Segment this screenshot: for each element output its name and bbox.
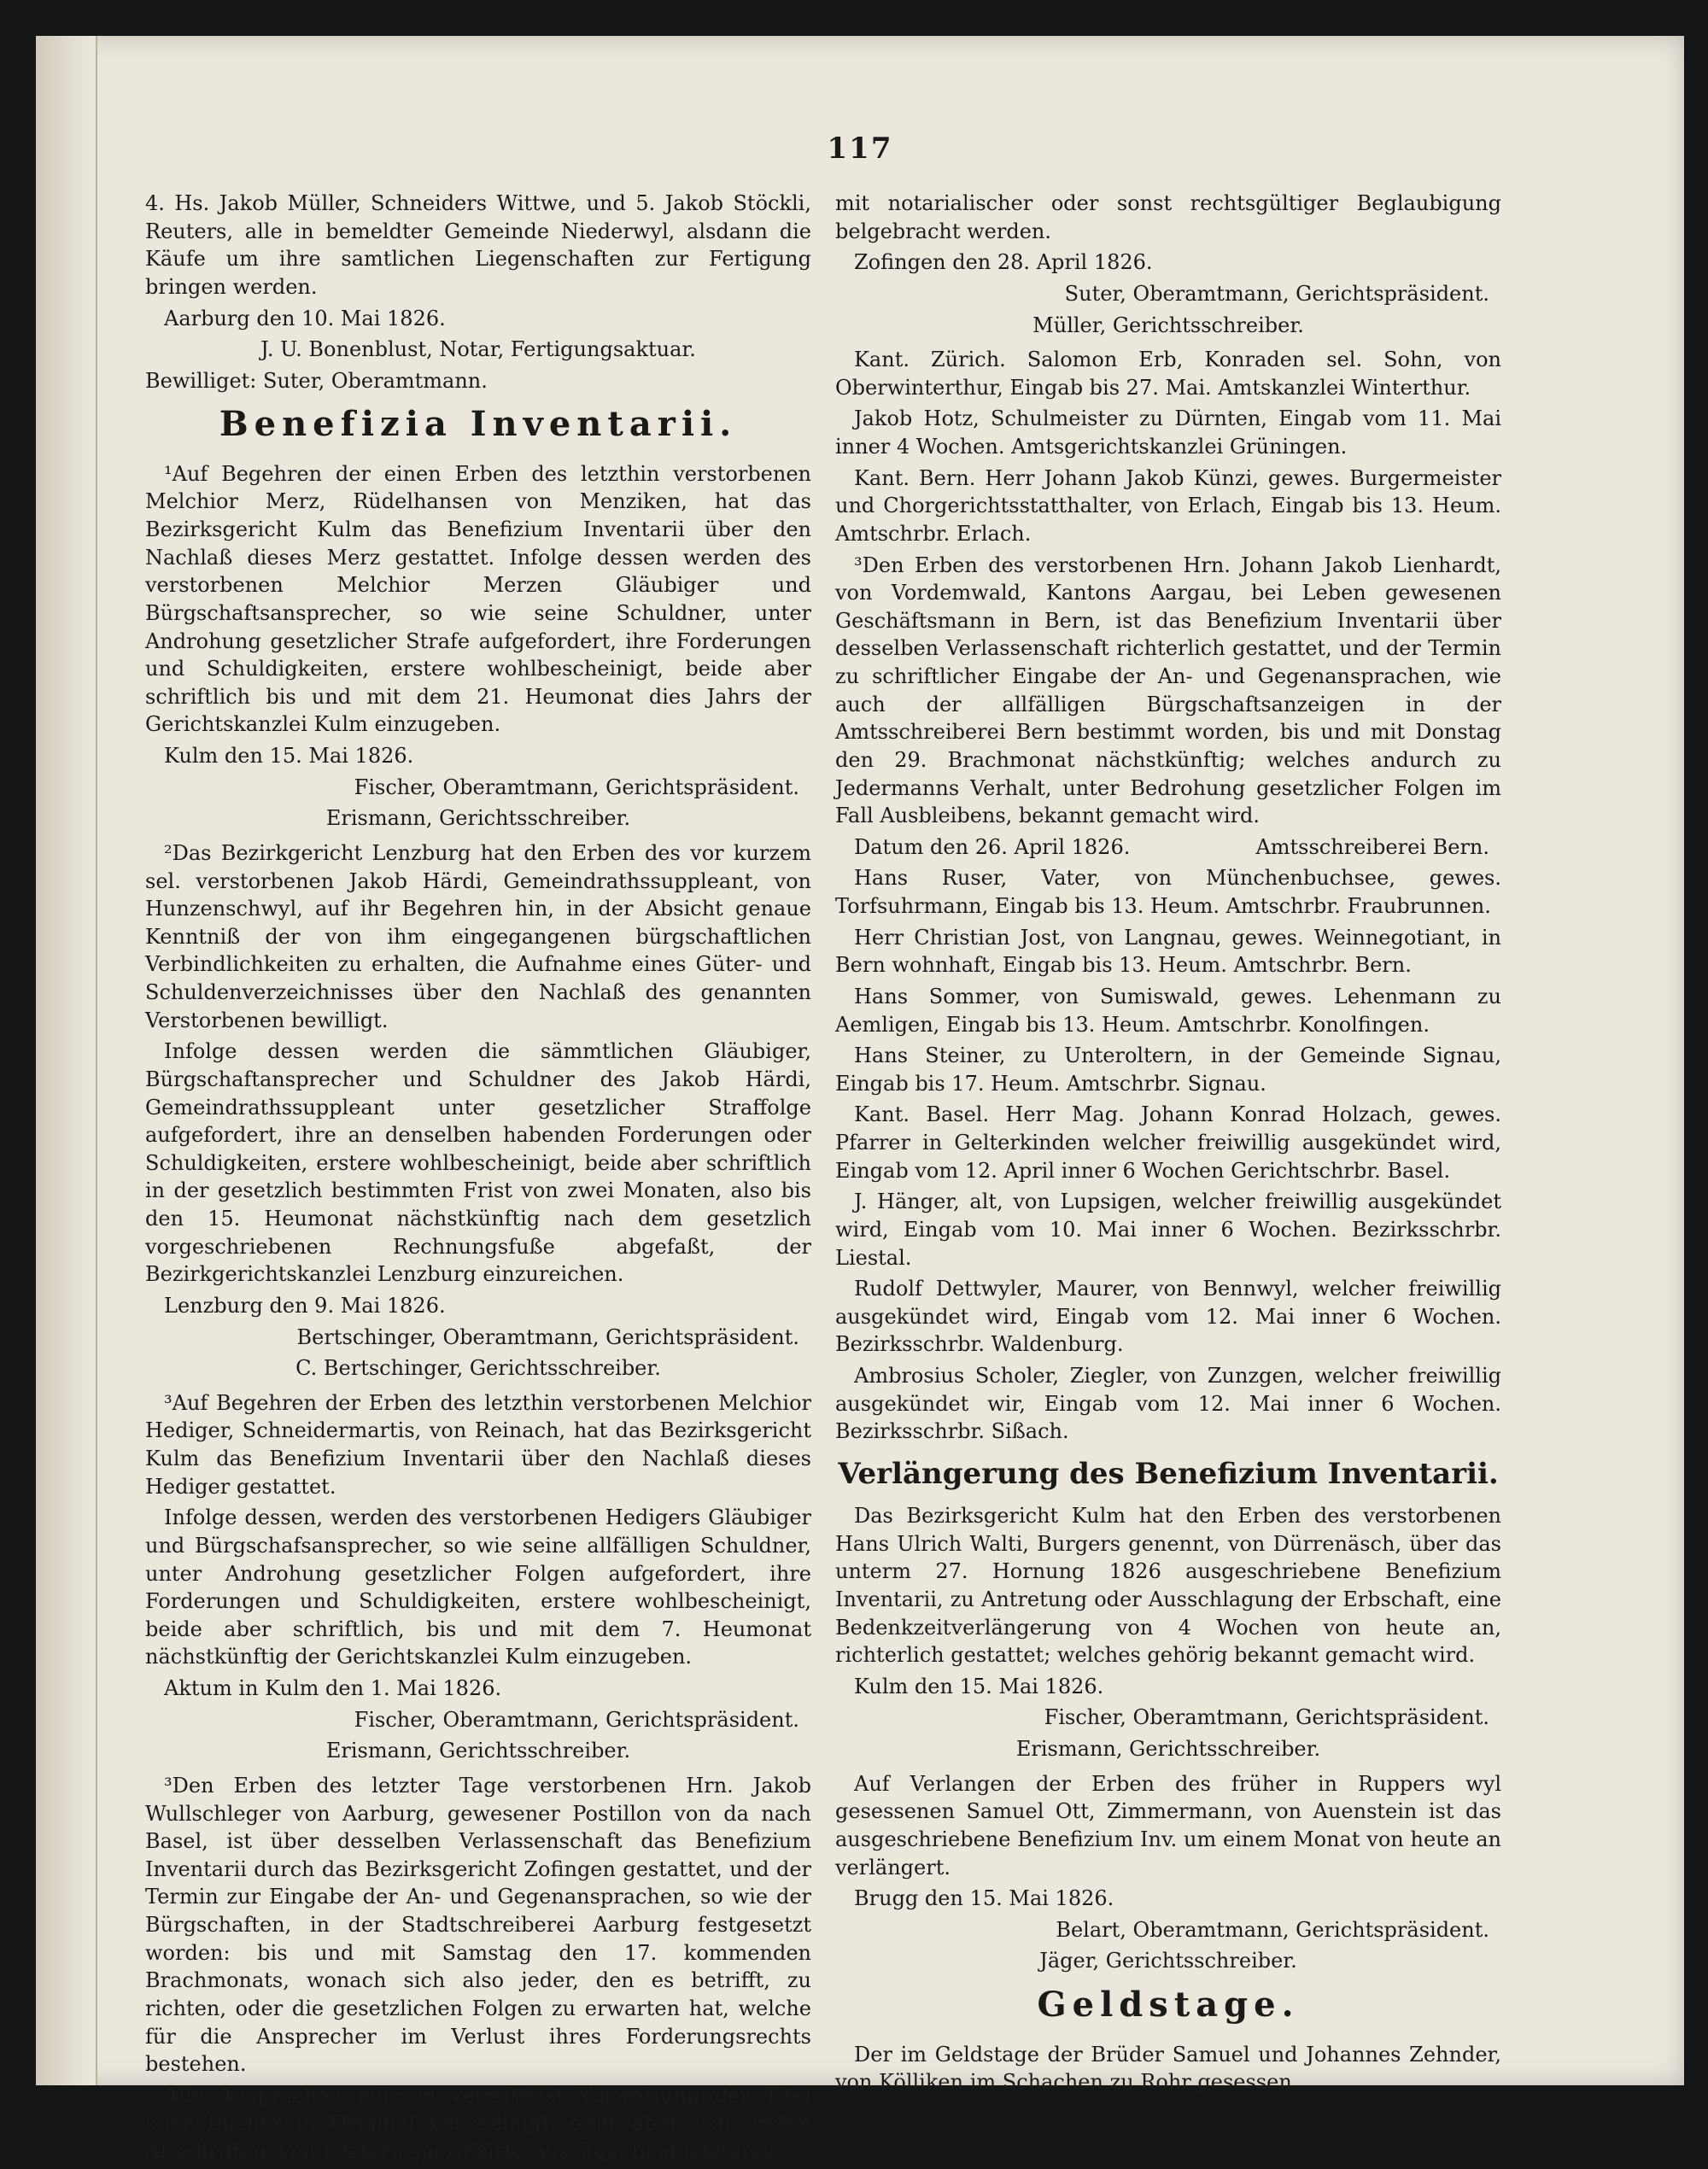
right-column [835,190,1501,2100]
notice-hediger-sig-clerk: Erismann, Gerichtsschreiber. [325,1739,631,1763]
extension-walti-date: Kulm den 15. Mai 1826. [854,1674,1104,1698]
notice-merz-sig-clerk: Erismann, Gerichtsschreiber. [325,806,631,831]
notice-hediger-sig-president: Fischer, Oberamtmann, Gerichtspräsident. [354,1707,799,1732]
zurich-entry-erb: Kant. Zürich. Salomon Erb, Konraden sel. Sohn, von Oberwinterthur, Eingab bis 27. Mai. Amtskanzlei Winterthur. [835,348,1501,400]
notice-merz-sig-president: Fischer, Oberamtmann, Gerichtspräsident. [354,775,799,799]
continued-sig-clerk: Müller, Gerichtsschreiber. [1032,313,1304,337]
notice-haerdi-date: Lenzburg den 9. Mai 1826. [164,1293,446,1318]
geldstage-zehnder-text: Der im Geldstage der Brüder Samuel und Johannes Zehnder, von Kölliken im Schachen zu Rohr gesessen, [835,2042,1501,2095]
basel-entry-scholer: Ambrosius Scholer, Ziegler, von Zunzgen, welcher freiwillig ausgekündet wir, Eingab vom 12. Mai inner 6 Wochen. Bezirksschrbr. Sißach. [835,1364,1501,1444]
extension-ott-date: Brugg den 15. Mai 1826. [854,1886,1114,1911]
bern-entry-lienhardt-date: Datum den 26. April 1826. [854,834,1131,859]
continued-sig-president: Suter, Oberamtmann, Gerichtspräsident. [1064,281,1489,306]
basel-entry-dettwyler: Rudolf Dettwyler, Maurer, von Bennwyl, welcher freiwillig ausgekündet wird, Eingab vom 12. Mai inner 6 Wochen. Bezirksschrbr. Waldenburg. [835,1277,1501,1357]
notice-haerdi-text: ²Das Bezirkgericht Lenzburg hat den Erben des vor kurzem sel. verstorbenen Jakob Härdi, Gemeindrathssuppleant, von Hunzenschwyl, auf ihr Begehren hin, in der Absicht genaue Kenntniß der von ihm eingegangenen bürgschaftlichen Verbindlichkeiten zu erhalten, die Aufnahme eines Güter- und Schuldenverzeichnisses über den Nachlaß des genannten Verstorbenen bewilligt. [145,840,811,1032]
bern-entry-sommer: Hans Sommer, von Sumiswald, gewes. Lehenmann zu Aemligen, Eingab bis 13. Heum. Amtschrbr. Konolfingen. [835,984,1501,1037]
notice-merz-text: ¹Auf Begehren der einen Erben des letzthin verstorbenen Melchior Merz, Rüdelhansen von Menziken, hat das Bezirksgericht Kulm das Benefizium Inventarii über den Nachlaß dieses Merz gestattet. Infolge dessen werden des verstorbenen Melchior Merzen Gläubiger und Bürgschaftsansprecher, so wie seine Schuldner, unter Androhung gesetzlicher Strafe aufgefordert, ihre Forderungen und Schuldigkeiten, erstere wohlbescheinigt, beide aber schriftlich bis und mit dem 21. Heumonat dies Jahrs der Gerichtskanzlei Kulm einzugeben. [145,461,811,737]
bern-entry-ruser: Hans Ruser, Vater, von Münchenbuchsee, gewes. Torfsuhrmann, Eingab bis 13. Heum. Amtschrbr. Fraubrunnen. [835,866,1501,918]
notice-merz-date: Kulm den 15. Mai 1826. [164,744,414,769]
basel-entry-holzach: Kant. Basel. Herr Mag. Johann Konrad Holzach, gewes. Pfarrer in Gelterkinden welcher freiwillig ausgekündet wird, Eingab vom 12. April inner 6 Wochen Gerichtschrbr. Basel. [835,1102,1501,1183]
section-heading-geldstage: Geldstage. [1037,1985,1300,2026]
lead-approval: Bewilliget: Suter, Oberamtmann. [145,368,488,393]
bern-entry-lienhardt-office: Amtsschreiberei Bern. [1255,834,1489,859]
zurich-entry-hotz: Jakob Hotz, Schulmeister zu Dürnten, Eingab vom 11. Mai inner 4 Wochen. Amtsgerichtskanzlei Grüningen. [835,406,1501,459]
extension-ott-text: Auf Verlangen der Erben des früher in Ruppers wyl gesessenen Samuel Ott, Zimmermann, von Auenstein ist das ausgeschriebene Benefizium Inv. um einem Monat von heute an verlängert. [835,1771,1501,1880]
lead-date: Aarburg den 10. Mai 1826. [164,306,446,330]
notice-haerdi-sig-president: Bertschinger, Oberamtmann, Gerichtspräsident. [296,1324,799,1349]
bern-entry-jost: Herr Christian Jost, von Langnau, gewes. Weinnegotiant, in Bern wohnhaft, Eingab bis 13. Heum. Amtschrbr. Bern. [835,925,1501,978]
notice-hediger-text-2: Infolge dessen, werden des verstorbenen Hedigers Gläubiger und Bürgschafsansprecher, so wie seine allfälligen Schuldner, unter Androhung gesetzlicher Folgen aufgefordert, ihre Forderungen und Schuldigkeiten, erstere wohlbescheinigt, beide aber schriftlich, bis und mit dem 7. Heumonat nächstkünftig der Gerichtskanzlei Kulm einzugeben. [145,1505,811,1669]
extension-walti-text: Das Bezirksgericht Kulm hat den Erben des verstorbenen Hans Ulrich Walti, Burgers genennt, von Dürrenäsch, über das unterm 27. Hornung 1826 ausgeschriebene Benefizium Inventarii, zu Antretung oder Ausschlagung der Erbschaft, eine Bedenkzeitverlängerung von 4 Wochen von heute an, richterlich gestattet; welches gehörig bekannt gemacht wird. [835,1504,1501,1668]
bern-entry-lienhardt-footer [835,833,1501,862]
notice-hediger-date: Aktum in Kulm den 1. Mai 1826. [164,1676,502,1701]
newspaper-page [36,36,1684,2164]
notice-hediger-text: ³Auf Begehren der Erben des letzthin verstorbenen Melchior Hediger, Schneidermartis, von Reinach, hat das Bezirksgericht Kulm das Benefizium Inventarii über den Nachlaß dieses Hediger gestattet. [145,1390,811,1499]
basel-entry-haenger: J. Hänger, alt, von Lupsigen, welcher freiwillig ausgekündet wird, Eingab vom 10. Mai inner 6 Wochen. Bezirksschrbr. Liestal. [835,1190,1501,1270]
continued-text: mit notarialischer oder sonst rechtsgültiger Beglaubigung belgebracht werden. [835,191,1501,243]
section-heading-verlaengerung: Verlängerung des Benefizium Inventarii. [838,1456,1499,1491]
notice-haerdi-sig-clerk: C. Bertschinger, Gerichtsschreiber. [295,1356,661,1381]
page-number: 117 [827,132,893,166]
bern-entry-kuenzi: Kant. Bern. Herr Johann Jakob Künzi, gewes. Burgermeister und Chorgerichtsstatthalter, von Erlach, Eingab bis 13. Heum. Amtschrbr. Erlach. [835,465,1501,546]
lead-text: 4. Hs. Jakob Müller, Schneiders Wittwe, und 5. Jakob Stöckli, Reuters, alle in bemeldter Gemeinde Niederwyl, alsdann die Käufe um ihre samtlichen Liegenschaften zur Fertigung bringen werden. [145,191,811,299]
lead-signature: J. U. Bonenblust, Notar, Fertigungsaktuar. [260,337,696,362]
binding-gutter [36,36,97,2085]
notice-wullschleger-text-2: Alle Ansprachen müssen vermittelst Vorweisung der Titel oder Bücher in Original bescheinigt, oder aber von ersten Abschriften, von letztern spezifizirte Auszüge, beid letzteres [145,2083,811,2164]
section-heading-benefizia: Benefizia Inventarii. [219,404,738,445]
extension-ott-sig-clerk: Jäger, Gerichtsschreiber. [1039,1949,1297,1973]
continued-date: Zofingen den 28. April 1826. [854,250,1153,275]
extension-walti-sig-president: Fischer, Oberamtmann, Gerichtspräsident. [1044,1705,1489,1730]
left-column [145,190,811,2169]
extension-walti-sig-clerk: Erismann, Gerichtsschreiber. [1015,1737,1321,1762]
bern-entry-steiner: Hans Steiner, zu Unteroltern, in der Gemeinde Signau, Eingab bis 17. Heum. Amtschrbr. Signau. [835,1044,1501,1096]
notice-wullschleger-text: ³Den Erben des letzter Tage verstorbenen Hrn. Jakob Wullschleger von Aarburg, gewesener Postillon von da nach Basel, ist über desselben Verlassenschaft das Benefizium Inventarii durch das Bezirksgericht Zofingen gestattet, und der Termin zur Eingabe der An- und Gegenansprachen, so wie der Bürgschaften, in der Stadtschreiberei Aarburg festgesetzt worden: bis und mit Samstag den 17. kommenden Brachmonats, wonach sich also jeder, den es betrifft, zu richten, oder die gesetzlichen Folgen zu erwarten hat, welche für die Ansprecher im Verlust ihres Forderungsrechts bestehen. [145,1773,811,2077]
notice-haerdi-text-2: Infolge dessen werden die sämmtlichen Gläubiger, Bürgschaftansprecher und Schuldner des Jakob Härdi, Gemeindrathssuppleant unter gesetzlicher Straffolge aufgefordert, ihre an denselben habenden Forderungen oder Schuldigkeiten, erstere wohlbescheinigt, beide aber schriftlich in der gesetzlich bestimmten Frist von zwei Monaten, also bis den 15. Heumonat nächstkünftig nach dem gesetzlich vorgeschriebenen Rechnungsfuße abgefaßt, der Bezirkgerichtskanzlei Lenzburg einzureichen. [145,1039,811,1287]
bern-entry-lienhardt: ³Den Erben des verstorbenen Hrn. Johann Jakob Lienhardt, von Vordemwald, Kantons Aargau, bei Leben gewesenen Geschäftsmann in Bern, ist das Benefizium Inventarii über desselben Verlassenschaft richterlich gestattet, und der Termin zu schriftlicher Eingabe der An- und Gegenansprachen, wie auch der allfälligen Bürgschaftsanzeigen in der Amtsschreiberei Bern bestimmt worden, bis und mit Donstag den 29. Brachmonat nächstkünftig; welches andurch zu Jedermanns Verhalt, unter Bedrohung gesetzlicher Folgen im Fall Ausbleibens, bekannt gemacht wird. [835,552,1501,828]
extension-ott-sig-president: Belart, Oberamtmann, Gerichtspräsident. [1056,1917,1489,1942]
